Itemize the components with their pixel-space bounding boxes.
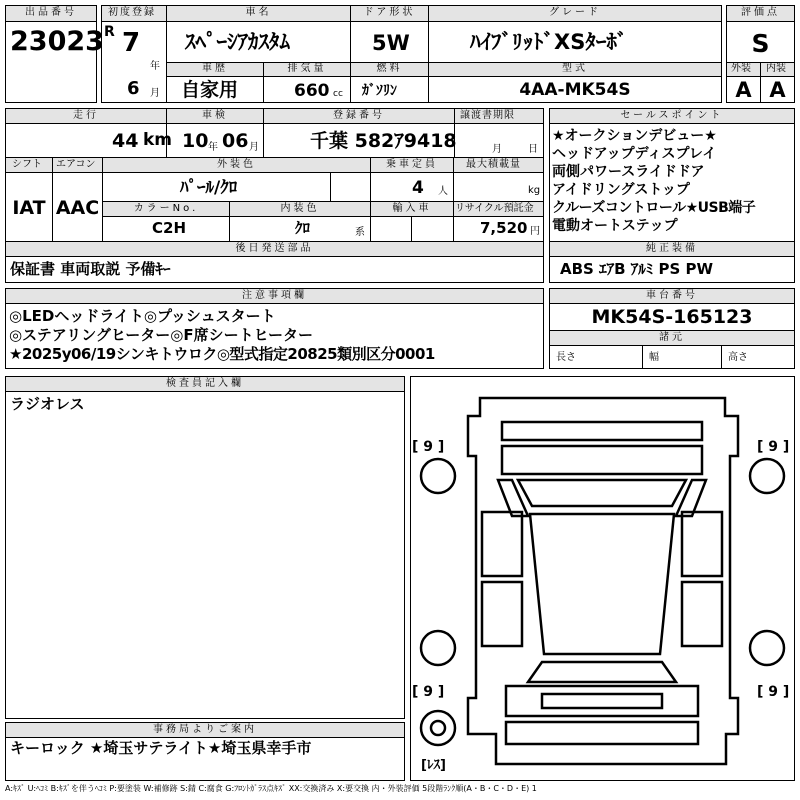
door-label: ドア形状 — [363, 7, 416, 18]
grade-label: グレード — [549, 7, 601, 18]
notes-line: ◎ステアリングヒーター◎F席シートヒーター — [9, 326, 314, 344]
chassis-number: MK54S-165123 — [591, 306, 753, 328]
tire-rear-left: [ 9 ] — [412, 684, 445, 700]
insp-month-unit: 月 — [249, 142, 259, 153]
width-label: 幅 — [649, 352, 659, 363]
transfer-label: 譲渡書期限 — [460, 110, 515, 121]
grade-value: ﾊｲﾌﾞﾘｯﾄﾞXSﾀｰﾎﾞ — [470, 30, 628, 54]
recycle-label: リサイクル預託金 — [455, 203, 534, 214]
year-unit: 年 — [150, 61, 160, 72]
transfer-day-unit: 日 — [528, 144, 538, 155]
sales-point-line: 電動オートステップ — [552, 218, 678, 234]
ac-label: エアコン — [56, 159, 96, 170]
import-label: 輸入車 — [392, 203, 432, 214]
interior-value: A — [769, 78, 786, 102]
exterior-label: 外装 — [731, 63, 751, 74]
import-cell-a — [370, 216, 412, 242]
sales-points-label: セールスポイント — [620, 110, 724, 121]
color-no-label: カラーNo. — [133, 203, 199, 214]
plate-label: 登録番号 — [333, 110, 385, 121]
car-name-label: 車名 — [245, 7, 272, 18]
sales-point-line: クルーズコントロール★USB端子 — [552, 200, 756, 216]
ac-value: AAC — [55, 197, 100, 219]
displacement-value: 660 — [294, 81, 330, 101]
spare-tire-label: [ﾚｽ] — [421, 758, 446, 773]
spec-label: 諸元 — [659, 332, 685, 343]
inspector-cell — [5, 391, 405, 719]
car-name: ｽﾍﾟｰｼｱｶｽﾀﾑ — [185, 30, 290, 54]
interior-label: 内装 — [766, 63, 786, 74]
inspection-year: 10 — [182, 130, 209, 152]
color-label: 外装色 — [217, 159, 256, 170]
capacity-value: 4 — [412, 178, 424, 198]
accessories-label: 後日発送部品 — [235, 243, 314, 254]
mileage-value: 44 — [112, 130, 139, 152]
reg-year: 7 — [122, 28, 141, 58]
inspection-label: 車検 — [202, 110, 228, 121]
score-value: S — [751, 29, 770, 58]
shift-label: シフト — [12, 159, 42, 170]
import-cell-b — [411, 216, 454, 242]
reg-month: 6 — [127, 78, 140, 99]
chassis-label: 車台番号 — [646, 290, 698, 301]
inspector-label: 検査員記入欄 — [166, 378, 244, 389]
office-value: キーロック ★埼玉サテライト★埼玉県幸手市 — [10, 739, 312, 757]
fuel-label: 燃料 — [376, 63, 403, 74]
inspector-value: ラジオレス — [10, 395, 85, 413]
office-label: 事務局よりご案内 — [153, 724, 257, 735]
lot-label: 出品番号 — [25, 7, 77, 18]
legend-text: A:ｷｽﾞ U:ﾍｺﾐ B:ｷｽﾞを伴うﾍｺﾐ P:要塗装 W:補修跡 S:錆 C:腐食 G:ﾌﾛﾝﾄｶﾞﾗｽ点ｷｽﾞ XX:交換済み X:要交換 内・外装評価 5段階ﾗﾝｸ順(A・B・C・D・E) 1 — [5, 784, 537, 793]
transfer-month-unit: 月 — [492, 144, 502, 155]
equipment-label: 純正装備 — [646, 243, 698, 254]
notes-line: ◎LEDヘッドライト◎プッシュスタート — [9, 307, 276, 325]
color-no-value: C2H — [152, 219, 186, 237]
length-label: 長さ — [556, 352, 576, 363]
score-label: 評価点 — [741, 7, 780, 18]
insp-year-unit: 年 — [208, 142, 218, 153]
km-unit: km — [143, 130, 173, 150]
door-value: 5W — [372, 31, 410, 55]
capacity-label: 乗車定員 — [386, 159, 438, 170]
height-label: 高さ — [728, 352, 748, 363]
month-unit: 月 — [150, 88, 160, 99]
model-value: 4AA-MK54S — [519, 80, 631, 100]
exterior-value: A — [735, 78, 752, 102]
tire-front-left: [ 9 ] — [412, 439, 445, 455]
cc-unit: cc — [333, 89, 343, 99]
kei-unit: 系 — [355, 227, 365, 238]
sales-point-line: ヘッドアップディスプレイ — [552, 146, 717, 162]
yen-unit: 円 — [530, 226, 540, 237]
sales-point-line: アイドリングストップ — [552, 182, 690, 198]
tire-front-right: [ 9 ] — [757, 439, 790, 455]
inspection-month: 06 — [222, 130, 249, 152]
mileage-label: 走行 — [73, 110, 99, 121]
interior-color-value: ｸﾛ — [295, 219, 311, 237]
interior-color-label: 内装色 — [280, 203, 320, 214]
model-label: 型式 — [562, 63, 588, 74]
color-value: ﾊﾟｰﾙ/ｸﾛ — [180, 178, 238, 198]
history-label: 車歴 — [202, 63, 228, 74]
recycle-value: 7,520 — [480, 219, 528, 237]
notes-line: ★2025y06/19シンキトウロク◎型式指定20825類別区分0001 — [9, 345, 435, 363]
lot-number: 23023 — [10, 26, 104, 57]
sales-point-line: 両側パワースライドドア — [552, 164, 705, 180]
tire-rear-right: [ 9 ] — [757, 684, 790, 700]
era-mark: R — [104, 24, 115, 40]
fuel-value: ｶﾞｿﾘﾝ — [362, 83, 397, 99]
person-unit: 人 — [438, 186, 448, 197]
color-extra-cell — [330, 172, 371, 202]
notes-label: 注意事項欄 — [242, 290, 307, 301]
first-reg-label: 初度登録 — [108, 7, 156, 18]
plate-value: 千葉 582ｱ9418 — [310, 130, 457, 152]
displacement-label: 排気量 — [287, 63, 327, 74]
equipment-value: ABS ｴｱB ｱﾙﾐ PS PW — [560, 260, 714, 278]
accessories-value: 保証書 車両取説 予備ｷｰ — [10, 260, 171, 278]
car-body-diagram — [410, 376, 795, 781]
shift-value: IAT — [12, 197, 46, 219]
sales-point-line: ★オークションデビュー★ — [552, 128, 717, 144]
kg-unit: kg — [528, 185, 541, 196]
payload-label: 最大積載量 — [466, 159, 521, 170]
history-value: 自家用 — [181, 79, 239, 101]
